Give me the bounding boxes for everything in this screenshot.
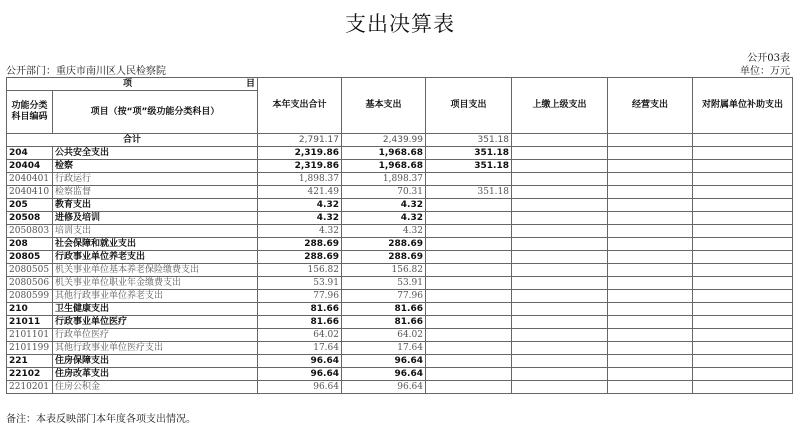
total-cell: 81.66	[258, 303, 342, 316]
business-cell	[608, 134, 693, 147]
table-row	[7, 277, 793, 290]
table-row	[7, 160, 793, 173]
project-cell	[426, 290, 512, 303]
upper-cell	[512, 212, 608, 225]
xiang-label: 项	[122, 78, 132, 89]
subsidy-cell	[693, 173, 793, 186]
code-cell: 21011	[7, 316, 53, 329]
business-cell	[608, 303, 693, 316]
basic-header: 基本支出	[342, 78, 426, 134]
code-cell: 20805	[7, 251, 53, 264]
project-cell: 351.18	[426, 186, 512, 199]
name-cell: 行政事业单位医疗	[53, 316, 258, 329]
total-label: 合计	[7, 134, 258, 147]
business-cell	[608, 329, 693, 342]
business-header: 经营支出	[608, 78, 693, 134]
name-cell: 其他行政事业单位医疗支出	[53, 342, 258, 355]
name-cell: 进修及培训	[53, 212, 258, 225]
basic-cell: 17.64	[342, 342, 426, 355]
subsidy-cell	[693, 264, 793, 277]
table-row	[7, 173, 793, 186]
basic-cell: 77.96	[342, 290, 426, 303]
name-cell: 行政运行	[53, 173, 258, 186]
total-cell: 2,319.86	[258, 147, 342, 160]
code-cell: 205	[7, 199, 53, 212]
code-cell: 2210201	[7, 381, 53, 394]
business-cell	[608, 368, 693, 381]
subsidy-cell	[693, 303, 793, 316]
basic-cell: 288.69	[342, 238, 426, 251]
project-cell	[426, 225, 512, 238]
business-cell	[608, 381, 693, 394]
department-label: 公开部门：重庆市南川区人民检察院	[6, 66, 166, 77]
total-cell: 96.64	[258, 355, 342, 368]
project-cell	[426, 342, 512, 355]
business-cell	[608, 212, 693, 225]
name-cell: 教育支出	[53, 199, 258, 212]
total-cell: 77.96	[258, 290, 342, 303]
name-cell: 住房公积金	[53, 381, 258, 394]
subsidy-cell	[693, 225, 793, 238]
code-cell: 208	[7, 238, 53, 251]
footnote: 备注：本表反映部门本年度各项支出情况。	[6, 414, 196, 425]
table-row	[7, 342, 793, 355]
name-cell: 公共安全支出	[53, 147, 258, 160]
upper-cell	[512, 277, 608, 290]
total-cell: 96.64	[258, 368, 342, 381]
subsidy-cell	[693, 316, 793, 329]
upper-cell	[512, 173, 608, 186]
upper-cell	[512, 186, 608, 199]
upper-cell	[512, 342, 608, 355]
total-cell: 156.82	[258, 264, 342, 277]
basic-cell: 81.66	[342, 316, 426, 329]
name-cell: 行政单位医疗	[53, 329, 258, 342]
business-cell	[608, 225, 693, 238]
subsidy-cell	[693, 381, 793, 394]
code-cell: 20508	[7, 212, 53, 225]
project-cell	[426, 329, 512, 342]
business-cell	[608, 290, 693, 303]
name-cell: 住房改革支出	[53, 368, 258, 381]
business-cell	[608, 277, 693, 290]
code-cell: 2080599	[7, 290, 53, 303]
upper-cell	[512, 134, 608, 147]
subsidy-cell	[693, 238, 793, 251]
expenditure-table	[6, 77, 793, 394]
total-cell: 288.69	[258, 238, 342, 251]
basic-cell: 1,968.68	[342, 147, 426, 160]
project-cell	[426, 199, 512, 212]
table-row	[7, 238, 793, 251]
page-title: 支出决算表	[345, 12, 455, 36]
code-cell: 2040401	[7, 173, 53, 186]
table-row	[7, 147, 793, 160]
table-row	[7, 290, 793, 303]
unit-label: 单位：万元	[740, 66, 790, 77]
table-row	[7, 251, 793, 264]
subsidy-cell	[693, 342, 793, 355]
project-cell: 351.18	[426, 147, 512, 160]
name-cell: 其他行政事业单位养老支出	[53, 290, 258, 303]
project-cell	[426, 368, 512, 381]
table-row	[7, 355, 793, 368]
basic-cell: 96.64	[342, 381, 426, 394]
basic-cell: 2,439.99	[342, 134, 426, 147]
name-cell: 检察	[53, 160, 258, 173]
project-cell	[426, 264, 512, 277]
upper-cell	[512, 316, 608, 329]
business-cell	[608, 238, 693, 251]
name-cell: 机关事业单位职业年金缴费支出	[53, 277, 258, 290]
business-cell	[608, 199, 693, 212]
upper-cell	[512, 199, 608, 212]
xiang-mu-header	[7, 78, 258, 91]
business-cell	[608, 355, 693, 368]
name-cell: 行政事业单位养老支出	[53, 251, 258, 264]
project-cell	[426, 381, 512, 394]
subsidy-cell	[693, 212, 793, 225]
business-cell	[608, 173, 693, 186]
total-cell: 421.49	[258, 186, 342, 199]
subsidy-cell	[693, 368, 793, 381]
basic-cell: 4.32	[342, 212, 426, 225]
total-cell: 64.02	[258, 329, 342, 342]
business-cell	[608, 264, 693, 277]
name-cell: 卫生健康支出	[53, 303, 258, 316]
business-cell	[608, 342, 693, 355]
subsidy-cell	[693, 199, 793, 212]
subsidy-cell	[693, 186, 793, 199]
upper-cell	[512, 381, 608, 394]
basic-cell: 96.64	[342, 368, 426, 381]
upper-cell	[512, 238, 608, 251]
basic-cell: 64.02	[342, 329, 426, 342]
table-row	[7, 329, 793, 342]
project-cell	[426, 173, 512, 186]
basic-cell: 1,898.37	[342, 173, 426, 186]
total-cell: 53.91	[258, 277, 342, 290]
code-cell: 2080505	[7, 264, 53, 277]
form-code: 公开03表	[747, 53, 790, 64]
total-cell: 17.64	[258, 342, 342, 355]
total-cell: 288.69	[258, 251, 342, 264]
name-cell: 培训支出	[53, 225, 258, 238]
subsidy-cell	[693, 355, 793, 368]
code-cell: 221	[7, 355, 53, 368]
upper-cell	[512, 147, 608, 160]
total-cell: 1,898.37	[258, 173, 342, 186]
upper-cell	[512, 303, 608, 316]
total-cell: 96.64	[258, 381, 342, 394]
basic-cell: 288.69	[342, 251, 426, 264]
business-cell	[608, 186, 693, 199]
upper-cell	[512, 251, 608, 264]
business-cell	[608, 147, 693, 160]
total-cell: 4.32	[258, 199, 342, 212]
project-cell	[426, 355, 512, 368]
project-cell	[426, 251, 512, 264]
mu-label: 目	[245, 78, 255, 89]
code-cell: 2101199	[7, 342, 53, 355]
code-cell: 20404	[7, 160, 53, 173]
subsidy-cell	[693, 160, 793, 173]
upper-cell	[512, 329, 608, 342]
code-cell: 2040410	[7, 186, 53, 199]
upper-cell	[512, 368, 608, 381]
table-row	[7, 225, 793, 238]
basic-cell: 156.82	[342, 264, 426, 277]
name-header: 项目（按“项”级功能分类科目）	[53, 91, 258, 134]
subsidy-cell	[693, 147, 793, 160]
upper-header: 上缴上级支出	[512, 78, 608, 134]
total-header: 本年支出合计	[258, 78, 342, 134]
total-cell: 2,791.17	[258, 134, 342, 147]
table-row	[7, 264, 793, 277]
project-header: 项目支出	[426, 78, 512, 134]
project-cell: 351.18	[426, 160, 512, 173]
table-row	[7, 316, 793, 329]
project-cell	[426, 316, 512, 329]
project-cell	[426, 303, 512, 316]
name-cell: 住房保障支出	[53, 355, 258, 368]
code-cell: 22102	[7, 368, 53, 381]
basic-cell: 96.64	[342, 355, 426, 368]
project-cell: 351.18	[426, 134, 512, 147]
upper-cell	[512, 264, 608, 277]
subsidy-cell	[693, 290, 793, 303]
subsidy-cell	[693, 251, 793, 264]
project-cell	[426, 277, 512, 290]
upper-cell	[512, 290, 608, 303]
table-row	[7, 368, 793, 381]
total-cell: 81.66	[258, 316, 342, 329]
project-cell	[426, 238, 512, 251]
upper-cell	[512, 355, 608, 368]
basic-cell: 4.32	[342, 225, 426, 238]
total-cell: 4.32	[258, 225, 342, 238]
total-cell: 2,319.86	[258, 160, 342, 173]
table-row	[7, 212, 793, 225]
basic-cell: 53.91	[342, 277, 426, 290]
basic-cell: 4.32	[342, 199, 426, 212]
table-row	[7, 186, 793, 199]
code-cell: 204	[7, 147, 53, 160]
code-cell: 2080506	[7, 277, 53, 290]
header-row-1	[7, 78, 793, 91]
table-row	[7, 303, 793, 316]
code-cell: 2050803	[7, 225, 53, 238]
subsidy-cell	[693, 329, 793, 342]
subsidy-cell	[693, 134, 793, 147]
table-row	[7, 199, 793, 212]
basic-cell: 70.31	[342, 186, 426, 199]
name-cell: 检察监督	[53, 186, 258, 199]
name-cell: 社会保障和就业支出	[53, 238, 258, 251]
business-cell	[608, 251, 693, 264]
upper-cell	[512, 225, 608, 238]
total-cell: 4.32	[258, 212, 342, 225]
subsidy-cell	[693, 277, 793, 290]
basic-cell: 81.66	[342, 303, 426, 316]
name-cell: 机关事业单位基本养老保险缴费支出	[53, 264, 258, 277]
code-cell: 2101101	[7, 329, 53, 342]
upper-cell	[512, 160, 608, 173]
business-cell	[608, 316, 693, 329]
code-cell: 210	[7, 303, 53, 316]
code-header: 功能分类科目编码	[7, 91, 53, 134]
business-cell	[608, 160, 693, 173]
subsidy-header: 对附属单位补助支出	[693, 78, 793, 134]
project-cell	[426, 212, 512, 225]
table-row	[7, 381, 793, 394]
basic-cell: 1,968.68	[342, 160, 426, 173]
total-row	[7, 134, 793, 147]
